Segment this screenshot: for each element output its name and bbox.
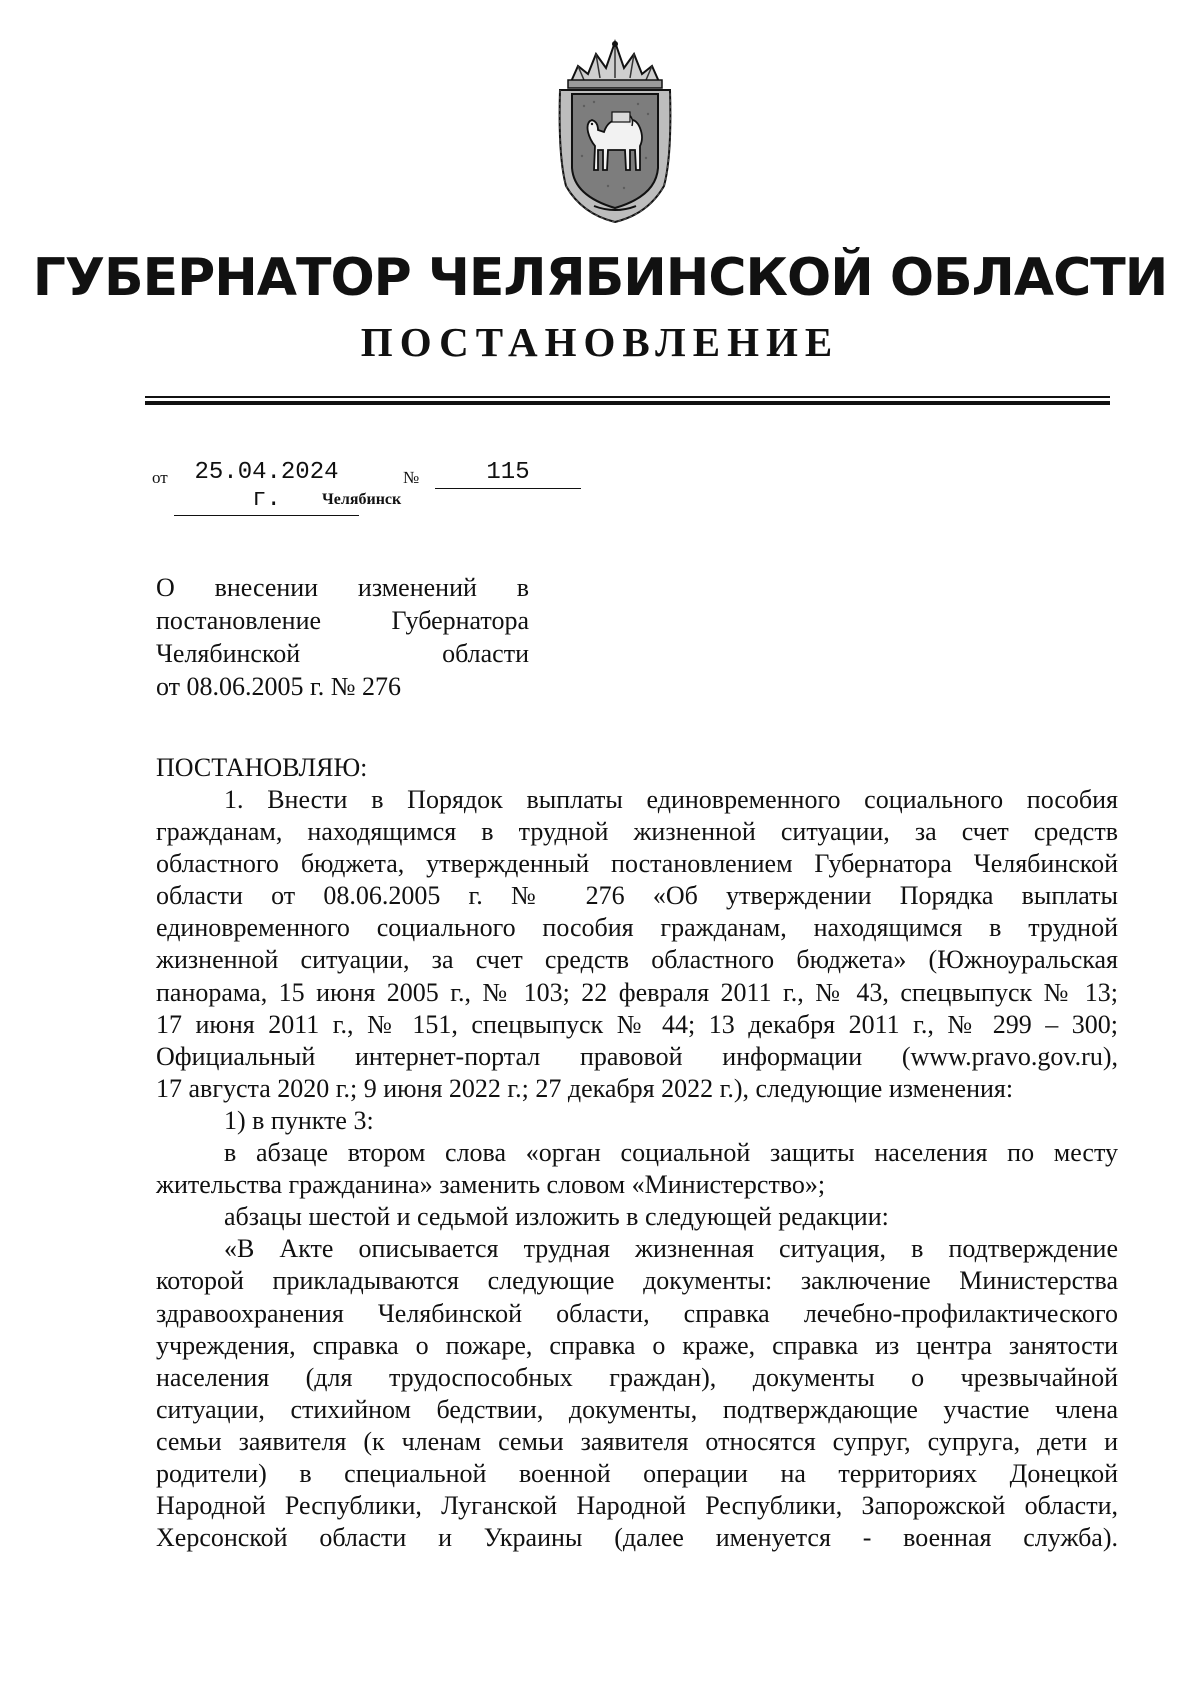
body-line: учреждения, справка о пожаре, справка о краже, справка из центра занятости (156, 1330, 1118, 1360)
coat-of-arms-emblem (548, 36, 682, 226)
subject-line: О внесении изменений в (156, 573, 529, 602)
document-number: 115 (435, 459, 581, 489)
body-line: 1. Внести в Порядок выплаты единовременного социального пособия (224, 785, 1118, 814)
body-line: абзацы шестой и седьмой изложить в следующей редакции: (224, 1202, 889, 1232)
body-line: населения (для трудоспособных граждан), документы о чрезвычайной (156, 1362, 1118, 1392)
city-name: Челябинск (322, 491, 402, 508)
body-line: Официальный интернет-портал правовой информации (www.pravo.gov.ru), (156, 1041, 1118, 1071)
body-line: единовременного социального пособия гражданам, находящимся в трудной (156, 913, 1118, 943)
decree-word: ПОСТАНОВЛЯЮ: (156, 753, 368, 782)
body-line: Херсонской области и Украины (далее именуется - военная служба). (156, 1523, 1118, 1553)
body-line: семьи заявителя (к членам семьи заявителя относятся супруг, супруга, дети и (156, 1426, 1118, 1456)
subject-line: постановление Губернатора (156, 606, 529, 635)
body-line: жительства гражданина» заменить словом «Министерство»; (156, 1170, 826, 1200)
body-line: родители) в специальной военной операции на территориях Донецкой (156, 1458, 1118, 1488)
body-line: 17 августа 2020 г.; 9 июня 2022 г.; 27 декабря 2022 г.), следующие изменения: (156, 1073, 1014, 1103)
document-body (156, 784, 1118, 1554)
document-date: 25.04.2024 г. (174, 459, 359, 516)
subject-line: от 08.06.2005 г. № 276 (156, 672, 402, 701)
body-line: Народной Республики, Луганской Народной Республики, Запорожской области, (156, 1491, 1118, 1521)
body-line: области от 08.06.2005 г. № 276 «Об утверждении Порядка выплаты (156, 881, 1118, 911)
body-line: «В Акте описывается трудная жизненная ситуация, в подтверждение (224, 1234, 1118, 1264)
subject-line: Челябинской области (156, 639, 529, 668)
body-line: 17 июня 2011 г., № 151, спецвыпуск № 44; 13 декабря 2011 г., № 299 – 300; (156, 1009, 1118, 1039)
date-number-block (152, 459, 602, 513)
body-line: жизненной ситуации, за счет средств областного бюджета» (Южноуральская (156, 945, 1118, 975)
header-divider-thin (145, 396, 1110, 398)
body-line: ситуации, стихийном бедствии, документы, подтверждающие участие члена (156, 1394, 1118, 1424)
governor-title: ГУБЕРНАТОР ЧЕЛЯБИНСКОЙ ОБЛАСТИ (32, 248, 1168, 308)
body-line: в абзаце втором слова «орган социальной защиты населения по месту (224, 1138, 1118, 1168)
number-sign: № (403, 468, 420, 487)
body-line: областного бюджета, утвержденный постановлением Губернатора Челябинской (156, 849, 1118, 879)
body-line: здравоохранения Челябинской области, справка лечебно-профилактического (156, 1298, 1118, 1328)
body-line: панорама, 15 июня 2005 г., № 103; 22 февраля 2011 г., № 43, спецвыпуск № 13; (156, 977, 1118, 1007)
date-prefix: от (152, 468, 168, 487)
body-line: 1) в пункте 3: (224, 1105, 374, 1135)
body-line: гражданам, находящимся в трудной жизненной ситуации, за счет средств (156, 817, 1118, 847)
crown-icon (568, 41, 662, 88)
body-line: которой прикладываются следующие документы: заключение Министерства (156, 1266, 1118, 1296)
header-divider-thick (145, 401, 1110, 405)
document-subject (156, 571, 529, 703)
document-type: ПОСТАНОВЛЕНИЕ (360, 319, 840, 365)
